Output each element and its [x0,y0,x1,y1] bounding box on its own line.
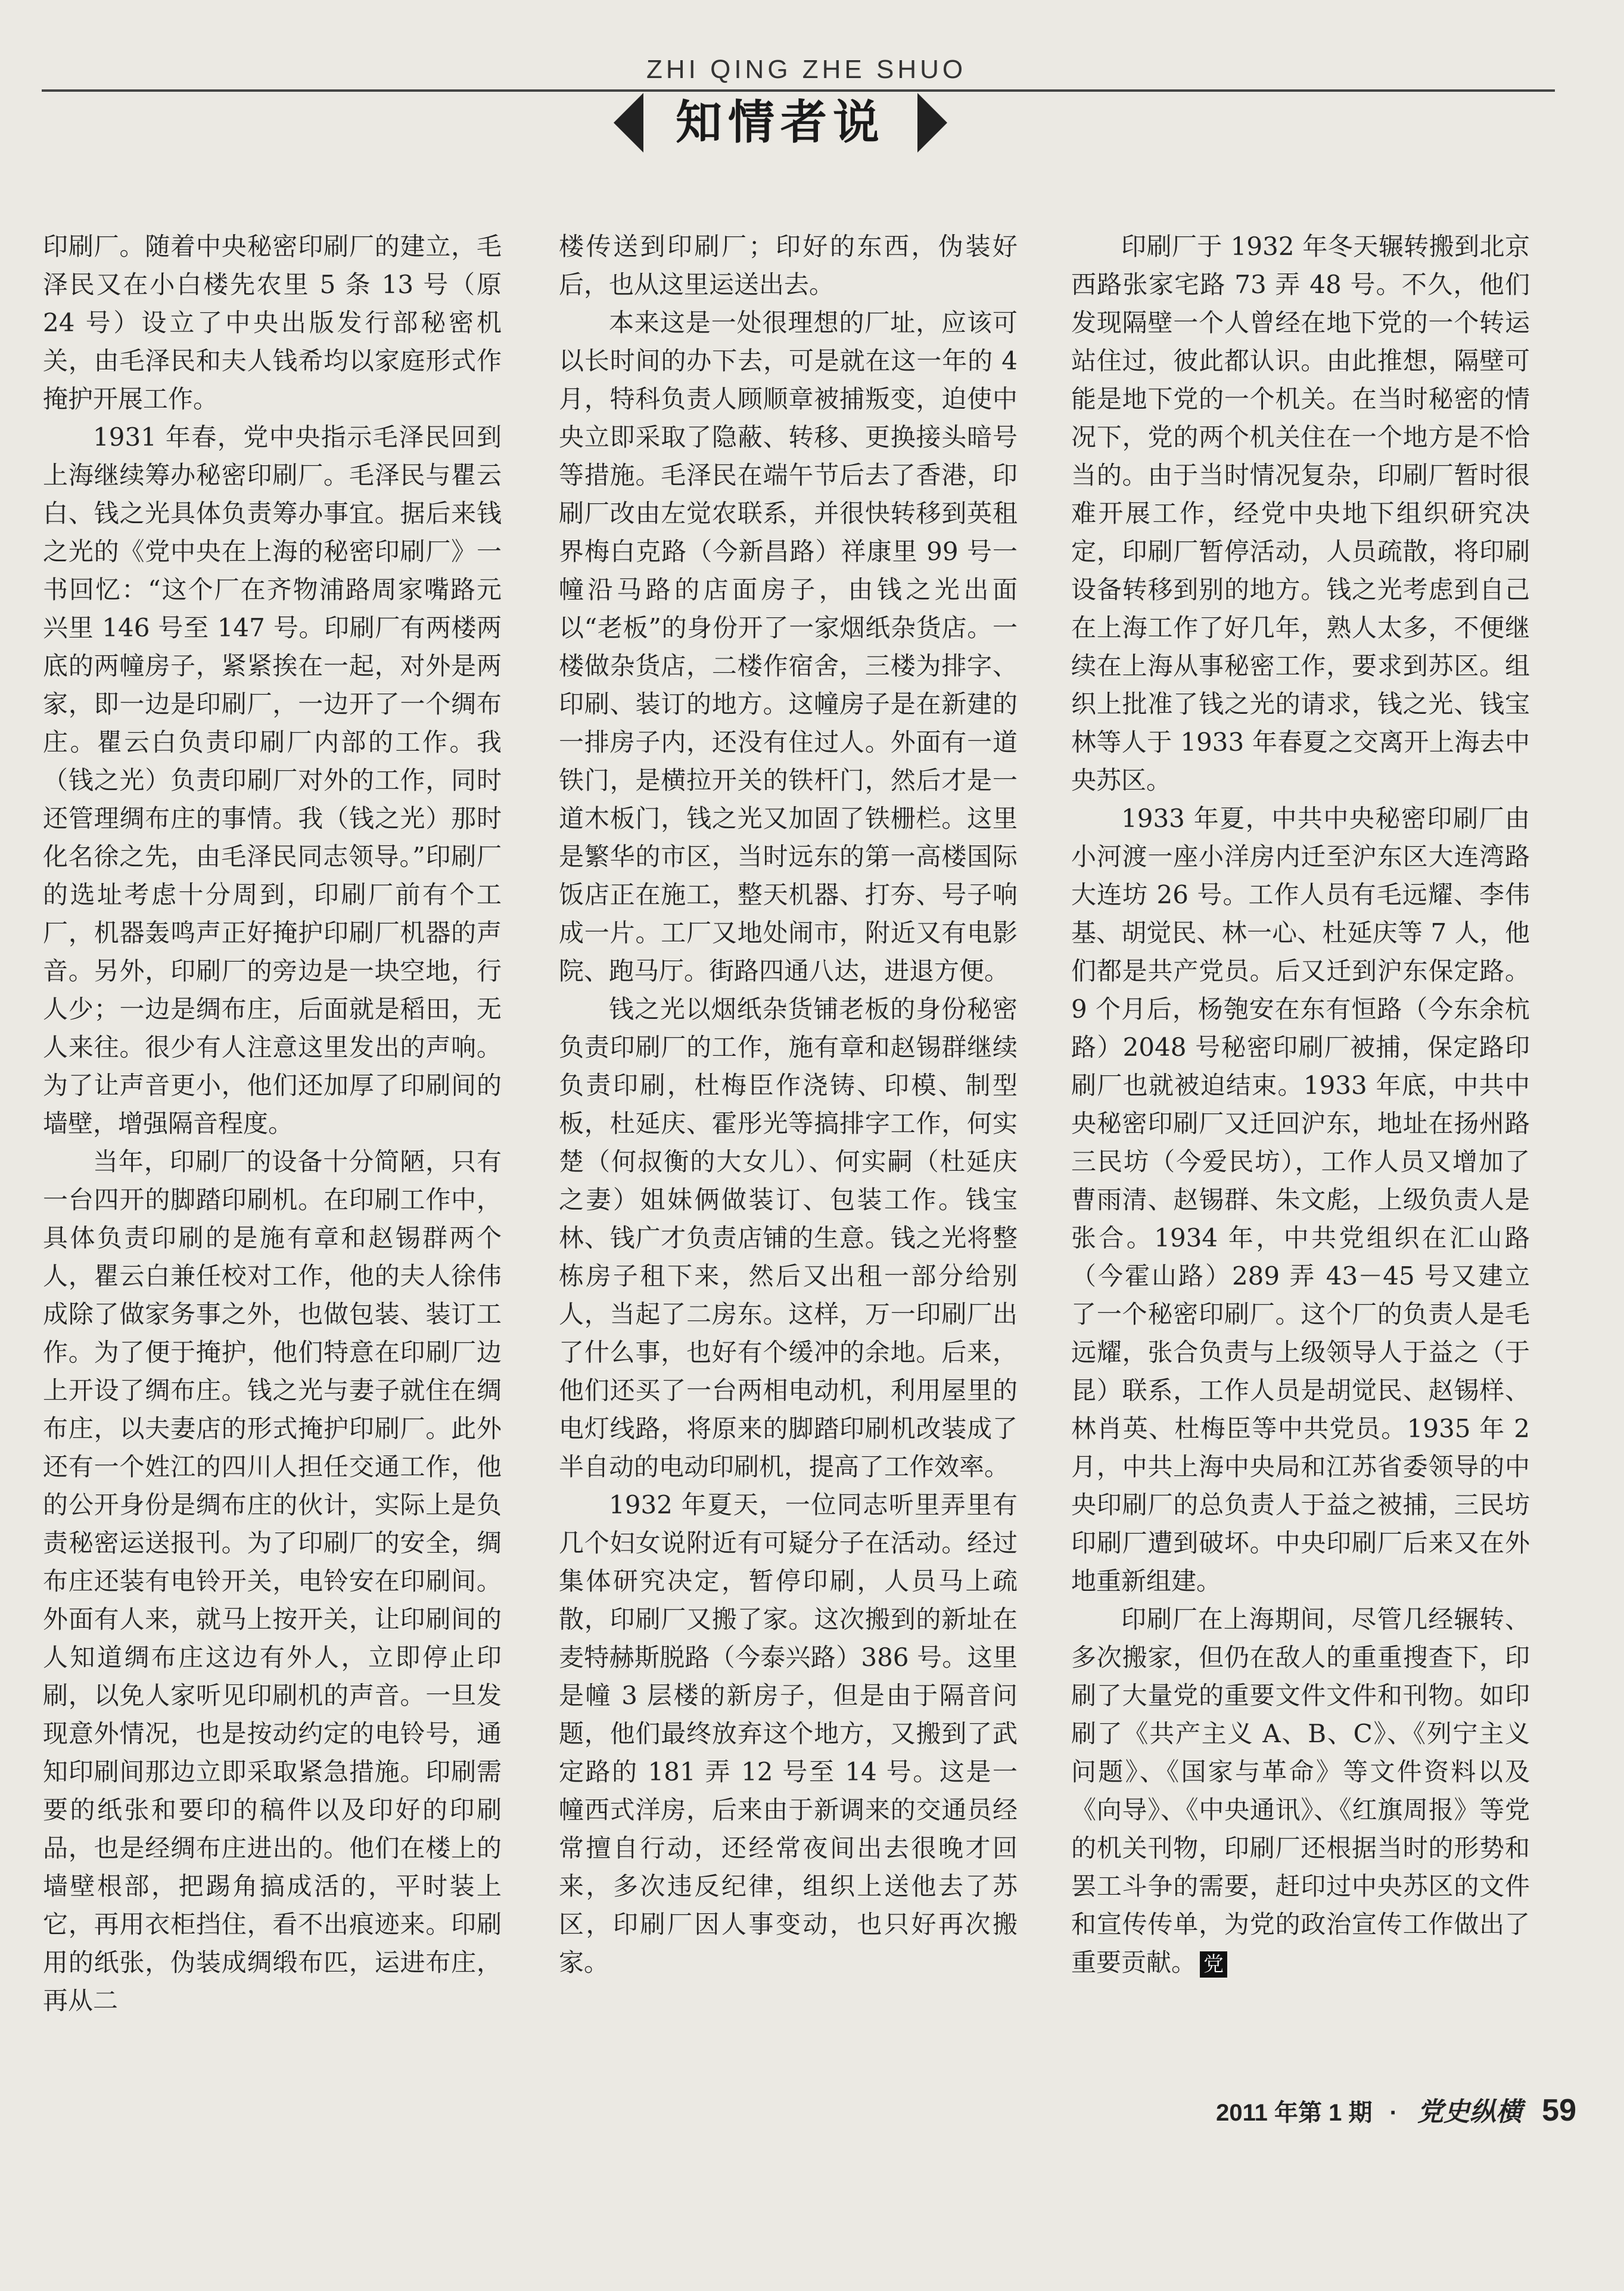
section-pinyin: ZHI QING ZHE SHUO [646,55,967,84]
banner-right-arrow-icon [917,93,947,153]
issue-label: 2011 年第 1 期 [1216,2100,1373,2126]
paragraph: 1931 年春，党中央指示毛泽民回到上海继续筹办秘密印刷厂。毛泽民与瞿云白、钱之光具体负责筹办事宜。据后来钱之光的《党中央在上海的秘密印刷厂》一书回忆：“这个厂在齐物浦路周家嘴路元兴里 146 号至 147 号。印刷厂有两楼两底的两幢房子，紧紧挨在一起，对外是两家，即一边是印刷厂，一边开了一个绸布庄。瞿云白负责印刷厂内部的工作。我（钱之光）负责印刷厂对外的工作，同时还管理绸布庄的事情。我（钱之光）那时化名徐之先，由毛泽民同志领导。”印刷厂的选址考虑十分周到，印刷厂前有个工厂，机器轰鸣声正好掩护印刷厂机器的声音。另外，印刷厂的旁边是一块空地，行人少；一边是绸布庄，后面就是稻田，无人来往。很少有人注意这里发出的声响。为了让声音更小，他们还加厚了印刷间的墙壁，增强隔音程度。 [43,422,502,1138]
paragraph: 印刷厂于 1932 年冬天辗转搬到北京西路张家宅路 73 弄 48 号。不久，他们发现隔壁一个人曾经在地下党的一个转运站住过，彼此都认识。由此推想，隔壁可能是地下党的一个机关。在当时秘密的情况下，党的两个机关住在一个地方是不恰当的。由于当时情况复杂，印刷厂暂时很难开展工作，经党中央地下组织研究决定，印刷厂暂停活动，人员疏散，将印刷设备转移到别的地方。钱之光考虑到自己在上海工作了好几年，熟人太多，不便继续在上海从事秘密工作，要求到苏区。组织上批准了钱之光的请求，钱之光、钱宝林等人于 1933 年春夏之交离开上海去中央苏区。 [1071,232,1530,795]
magazine-name: 党史纵横 [1417,2097,1523,2127]
paragraph-text: 印刷厂在上海期间，尽管几经辗转、多次搬家，但仍在敌人的重重搜查下，印刷了大量党的重要文件文件和刊物。如印刷了《共产主义 A、B、C》、《列宁主义问题》、《国家与革命》等文件资料以及《向导》、《中央通讯》、《红旗周报》等党的机关刊物，印刷厂还根据当时的形势和罢工斗争的需要，赶印过中央苏区的文件和宣传传单，为党的政治宣传工作做出了重要贡献。 [1071,1605,1530,1977]
section-banner [614,85,947,161]
paragraph: 楼传送到印刷厂；印好的东西，伪装好后，也从这里运送出去。 [559,232,1018,299]
paragraph: 本来这是一处很理想的厂址，应该可以长时间的办下去，可是就在这一年的 4 月，特科负责人顾顺章被捕叛变，迫使中央立即采取了隐蔽、转移、更换接头暗号等措施。毛泽民在端午节后去了香港，印刷厂改由左觉农联系，并很快转移到英租界梅白克路（今新昌路）祥康里 99 号一幢沿马路的店面房子，由钱之光出面以“老板”的身份开了一家烟纸杂货店。一楼做杂货店，二楼作宿舍，三楼为排字、印刷、装订的地方。这幢房子是在新建的一排房子内，还没有住过人。外面有一道铁门，是横拉开关的铁杆门，然后才是一道木板门，钱之光又加固了铁栅栏。这里是繁华的市区，当时远东的第一高楼国际饭店正在施工，整天机器、打夯、号子响成一片。工厂又地处闹市，附近又有电影院、跑马厅。街路四通八达，进退方便。 [559,308,1018,986]
banner-left-arrow-icon [614,93,643,153]
page-footer [1216,2090,1576,2128]
article-column-2 [559,228,1018,1982]
paragraph: 印刷厂。随着中央秘密印刷厂的建立，毛泽民又在小白楼先农里 5 条 13 号（原 24 号）设立了中央出版发行部秘密机关，由毛泽民和夫人钱希均以家庭形式作掩护开展工作。 [43,232,502,414]
paragraph: 1933 年夏，中共中央秘密印刷厂由小河渡一座小洋房内迁至沪东区大连湾路大连坊 26 号。工作人员有毛远耀、李伟基、胡觉民、林一心、杜延庆等 7 人，他们都是共产党员。后又迁到沪东保定路。9 个月后，杨匏安在东有恒路（今东余杭路）2048 号秘密印刷厂被捕，保定路印刷厂也就被迫结束。1933 年底，中共中央秘密印刷厂又迁回沪东，地址在扬州路三民坊（今爱民坊），工作人员又增加了曹雨清、赵锡群、朱文彪，上级负责人是张合。1934 年，中共党组织在汇山路（今霍山路）289 弄 43－45 号又建立了一个秘密印刷厂。这个厂的负责人是毛远耀，张合负责与上级领导人于益之（于昆）联系，工作人员是胡觉民、赵锡样、林肖英、杜梅臣等中共党员。1935 年 2 月，中共上海中央局和江苏省委领导的中央印刷厂的总负责人于益之被捕，三民坊印刷厂遭到破坏。中央印刷厂后来又在外地重新组建。 [1071,804,1530,1596]
paragraph: 1932 年夏天，一位同志听里弄里有几个妇女说附近有可疑分子在活动。经过集体研究决定，暂停印刷，人员马上疏散，印刷厂又搬了家。这次搬到的新址在麦特赫斯脱路（今泰兴路）386 号。这里是幢 3 层楼的新房子，但是由于隔音问题，他们最终放弃这个地方，又搬到了武定路的 181 弄 12 号至 14 号。这是一幢西式洋房，后来由于新调来的交通员经常擅自行动，还经常夜间出去很晚才回来，多次违反纪律，组织上送他去了苏区，印刷厂因人事变动，也只好再次搬家。 [559,1490,1018,1977]
article-column-1 [43,228,502,2020]
page-number: 59 [1542,2093,1576,2128]
paragraph: 钱之光以烟纸杂货铺老板的身份秘密负责印刷厂的工作，施有章和赵锡群继续负责印刷，杜梅臣作浇铸、印模、制型板，杜延庆、霍彤光等搞排字工作，何实楚（何叔衡的大女儿）、何实嗣（杜延庆之妻）姐妹俩做装订、包装工作。钱宝林、钱广才负责店铺的生意。钱之光将整栋房子租下来，然后又出租一部分给别人，当起了二房东。这样，万一印刷厂出了什么事，也好有个缓冲的余地。后来，他们还买了一台两相电动机，利用屋里的电灯线路，将原来的脚踏印刷机改装成了半自动的电动印刷机，提高了工作效率。 [559,994,1018,1481]
paragraph-last [1071,1600,1530,1982]
end-mark: 党 [1200,1951,1227,1978]
section-title: 知情者说 [675,96,885,150]
footer-separator: · [1389,2100,1398,2126]
paragraph: 当年，印刷厂的设备十分简陋，只有一台四开的脚踏印刷机。在印刷工作中，具体负责印刷的是施有章和赵锡群两个人，瞿云白兼任校对工作，他的夫人徐伟成除了做家务事之外，也做包装、装订工作。为了便于掩护，他们特意在印刷厂边上开设了绸布庄。钱之光与妻子就住在绸布庄，以夫妻店的形式掩护印刷厂。此外还有一个姓江的四川人担任交通工作，他的公开身份是绸布庄的伙计，实际上是负责秘密运送报刊。为了印刷厂的安全，绸布庄还装有电铃开关，电铃安在印刷间。外面有人来，就马上按开关，让印刷间的人知道绸布庄这边有外人，立即停止印刷，以免人家听见印刷机的声音。一旦发现意外情况，也是按动约定的电铃号，通知印刷间那边立即采取紧急措施。印刷需要的纸张和要印的稿件以及印好的印刷品，也是经绸布庄进出的。他们在楼上的墙壁根部，把踢角搞成活的，平时装上它，再用衣柜挡住，看不出痕迹来。印刷用的纸张，伪装成绸缎布匹，运进布庄，再从二 [43,1147,502,2015]
article-column-3 [1071,228,1530,1982]
